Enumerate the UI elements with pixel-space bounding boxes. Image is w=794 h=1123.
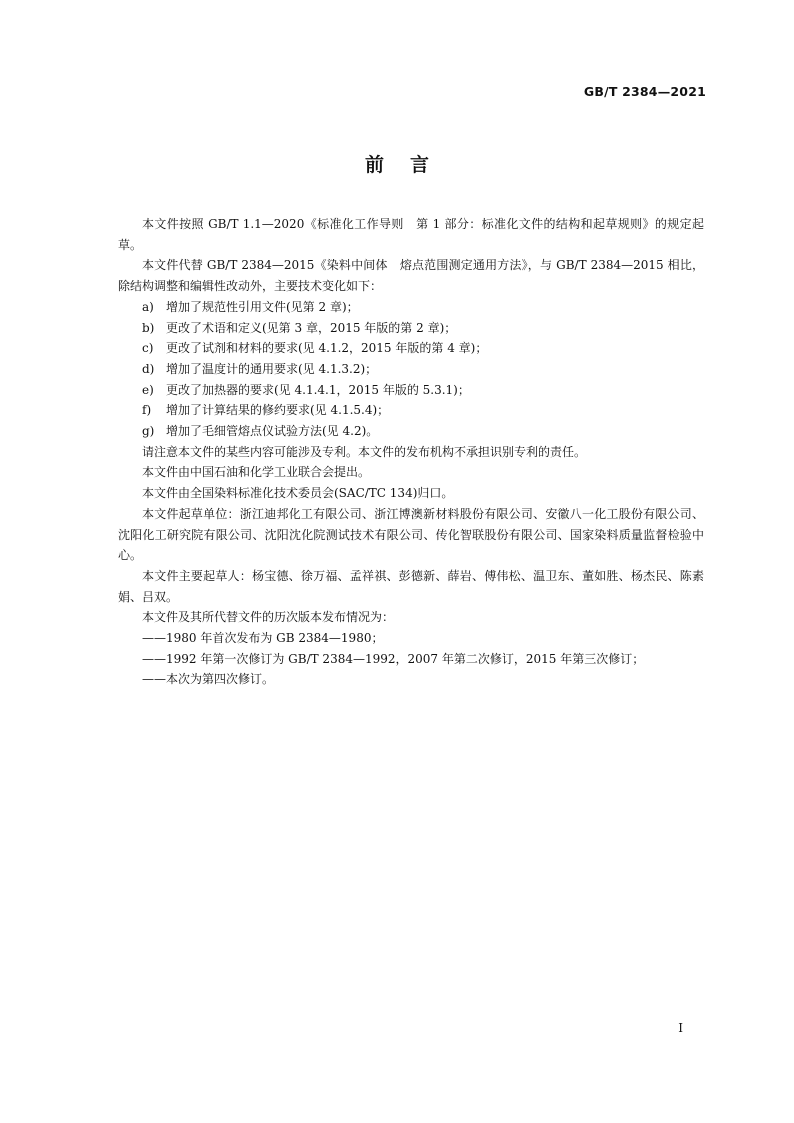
list-item [118, 338, 704, 359]
list-item [118, 400, 704, 421]
paragraph-committee: 本文件由全国染料标准化技术委员会(SAC/TC 134)归口。 [142, 486, 454, 501]
list-marker: f) [142, 403, 152, 418]
technical-changes-list [118, 297, 704, 442]
list-marker: c) [142, 341, 154, 356]
list-item [118, 297, 704, 318]
list-item-text: 增加了计算结果的修约要求(见 4.1.5.4)； [166, 403, 390, 418]
paragraph-drafters: 本文件主要起草人：杨宝德、徐万福、孟祥祺、彭德新、薛岩、傅伟松、温卫东、董如胜、杨杰民、陈素娟、吕双。 [118, 568, 704, 604]
paragraph-proposer: 本文件由中国石油和化学工业联合会提出。 [142, 465, 371, 480]
list-item-text: 增加了温度计的通用要求(见 4.1.3.2)； [166, 361, 378, 376]
list-item-text: 增加了规范性引用文件(见第 2 章)； [166, 299, 359, 314]
list-item-text: 更改了加热器的要求(见 4.1.4.1，2015 年版的 5.3.1)； [166, 382, 470, 397]
paragraph-drafting-rules: 本文件按照 GB/T 1.1—2020《标准化工作导则 第 1 部分：标准化文件的结构和起草规则》的规定起草。 [118, 217, 704, 252]
paragraph-patent-notice: 请注意本文件的某些内容可能涉及专利。本文件的发布机构不承担识别专利的责任。 [142, 444, 587, 459]
list-item-text: 更改了术语和定义(见第 3 章，2015 年版的第 2 章)； [166, 320, 457, 335]
standard-number: GB/T 2384—2021 [583, 84, 706, 99]
version-history-item: ——1992 年第一次修订为 GB/T 2384—1992，2007 年第二次修订，2015 年第三次修订； [142, 651, 645, 666]
paragraph-version-history-intro: 本文件及其所代替文件的历次版本发布情况为： [142, 610, 395, 625]
version-history-item: ——本次为第四次修订。 [142, 672, 275, 687]
list-item [118, 359, 704, 380]
paragraph-drafting-organizations: 本文件起草单位：浙江迪邦化工有限公司、浙江博澳新材料股份有限公司、安徽八一化工股份有限公司、沈阳化工研究院有限公司、沈阳沈化院测试技术有限公司、传化智联股份有限公司、国家染料质量监督检验中心。 [118, 506, 704, 563]
page-number: I [678, 1021, 683, 1035]
list-marker: a) [142, 299, 154, 314]
list-marker: d) [142, 361, 155, 376]
list-item-text: 增加了毛细管熔点仪试验方法(见 4.2)。 [166, 424, 379, 439]
paragraph-replacement: 本文件代替 GB/T 2384—2015《染料中间体 熔点范围测定通用方法》，与 GB/T 2384—2015 相比，除结构调整和编辑性改动外，主要技术变化如下： [118, 258, 704, 294]
version-history-list [118, 628, 704, 690]
list-item-text: 更改了试剂和材料的要求(见 4.1.2，2015 年版的第 4 章)； [166, 341, 488, 356]
version-history-item: ——1980 年首次发布为 GB 2384—1980； [142, 631, 384, 646]
foreword-body [118, 214, 704, 690]
list-marker: g) [142, 424, 155, 439]
list-item [118, 380, 704, 401]
page-title: 前言 [364, 154, 455, 176]
list-item [118, 421, 704, 442]
list-item [118, 318, 704, 339]
list-marker: e) [142, 382, 154, 397]
list-marker: b) [142, 320, 155, 335]
